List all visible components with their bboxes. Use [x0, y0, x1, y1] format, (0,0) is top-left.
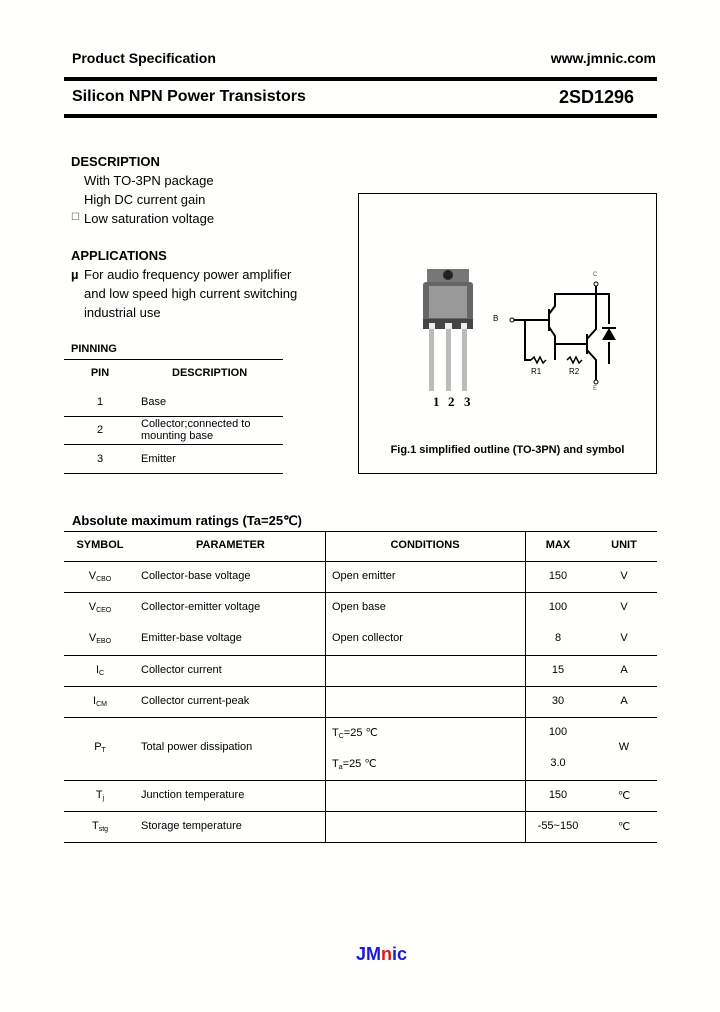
header-left: Product Specification: [72, 50, 216, 66]
symbol-subscript: EBO: [96, 638, 112, 645]
package-image: [423, 269, 473, 391]
applications-heading: APPLICATIONS: [71, 248, 167, 263]
figure-box: [358, 193, 657, 474]
symbol-cell: [64, 695, 136, 708]
circuit-symbol: [514, 286, 609, 380]
collector-label: C: [593, 272, 598, 278]
symbol-cell: [64, 741, 136, 754]
unit-cell: V: [620, 632, 628, 644]
transistor-outline-and-symbol: [359, 194, 656, 473]
r2-label: R2: [569, 367, 580, 376]
max-cell: -55~150: [537, 820, 579, 832]
cond: T: [332, 758, 339, 770]
pinning-heading: PINNING: [71, 343, 117, 355]
unit-cell: ℃: [617, 790, 631, 802]
symbol: T: [91, 820, 99, 832]
divider: [64, 359, 283, 360]
cond: T: [332, 727, 339, 739]
unit-cell: ℃: [617, 821, 631, 833]
logo-part: JM: [356, 944, 382, 964]
description-column-header: DESCRIPTION: [172, 367, 248, 379]
symbol-subscript: CM: [96, 701, 107, 708]
unit-header: UNIT: [611, 539, 637, 551]
description-item: With TO-3PN package: [84, 173, 214, 188]
parameter-cell: Collector current: [141, 664, 222, 676]
application-line: and low speed high current switching: [84, 286, 298, 301]
symbol: T: [95, 789, 103, 801]
logo-part: ic: [392, 944, 408, 964]
max-cell: 30: [551, 695, 565, 707]
parameter-cell: Junction temperature: [141, 789, 245, 801]
condition-cell: Open emitter: [332, 570, 396, 582]
resistor-r2-icon: [567, 357, 582, 363]
parameter-cell: Collector current-peak: [141, 695, 250, 707]
symbol-subscript: CEO: [96, 607, 112, 614]
jmnic-logo: [356, 944, 407, 965]
symbol-cell: [64, 632, 136, 645]
symbol-subscript: T: [101, 747, 106, 754]
base-label: B: [493, 314, 499, 323]
divider: [64, 842, 657, 843]
max-cell: 100: [548, 601, 568, 613]
condition-cell: [332, 726, 378, 740]
symbol: I: [93, 695, 97, 707]
unit-cell: V: [620, 601, 628, 613]
pin-label: 1: [433, 394, 440, 409]
symbol: V: [88, 632, 97, 644]
pin-description-line: Collector;connected to: [141, 418, 251, 430]
divider: [64, 780, 657, 781]
pin-description: Base: [141, 396, 167, 408]
divider: [64, 444, 283, 445]
pin-label: 2: [448, 394, 455, 409]
unit-cell: V: [620, 570, 628, 582]
description-item: High DC current gain: [84, 192, 206, 207]
application-line: industrial use: [84, 305, 161, 320]
symbol-cell: [64, 789, 136, 802]
condition-cell: Open collector: [332, 632, 403, 644]
max-cell: 15: [551, 664, 565, 676]
symbol-subscript: j: [102, 795, 105, 802]
pin-description: [141, 418, 250, 442]
condition-cell: Open base: [332, 601, 386, 613]
cond-sub: a: [338, 764, 343, 771]
symbol: V: [88, 570, 97, 582]
divider: [64, 561, 657, 562]
unit-cell: A: [620, 695, 628, 707]
symbol-header: SYMBOL: [76, 539, 124, 551]
max-header: MAX: [545, 539, 571, 551]
resistor-r1-icon: [531, 357, 546, 363]
ratings-heading: Absolute maximum ratings (Ta=25℃): [72, 513, 302, 528]
application-line: For audio frequency power amplifier: [84, 267, 292, 282]
header-url: www.jmnic.com: [550, 50, 656, 66]
conditions-header: CONDITIONS: [390, 539, 460, 551]
divider: [64, 717, 657, 718]
bullet-icon: ☐: [71, 212, 80, 223]
page-title: Silicon NPN Power Transistors: [72, 88, 306, 105]
pin-label: 3: [464, 394, 471, 409]
pin-number: 3: [96, 453, 104, 465]
symbol-cell: [64, 820, 136, 833]
description-item: Low saturation voltage: [84, 211, 215, 226]
max-cell: 150: [548, 570, 568, 582]
divider: [64, 531, 657, 532]
bullet-icon: µ: [71, 267, 79, 282]
divider: [64, 592, 657, 593]
max-cell: 100: [548, 726, 568, 738]
pin-column-header: PIN: [90, 367, 110, 379]
logo-part: n: [381, 944, 393, 964]
emitter-label: E: [593, 386, 598, 392]
unit-cell: W: [618, 741, 630, 753]
divider: [64, 416, 283, 417]
figure-caption: Fig.1 simplified outline (TO-3PN) and symbol: [390, 444, 625, 456]
symbol-subscript: stg: [98, 826, 109, 833]
divider: [64, 114, 657, 118]
symbol-cell: [64, 570, 136, 583]
cond-rest: =25 ℃: [343, 727, 378, 739]
parameter-cell: Total power dissipation: [141, 741, 253, 753]
pin-description: Emitter: [141, 453, 176, 465]
divider: [64, 655, 657, 656]
symbol-cell: [64, 601, 136, 614]
symbol-cell: [64, 664, 136, 677]
diode-icon: [602, 328, 616, 340]
divider: [64, 686, 657, 687]
part-number: 2SD1296: [558, 87, 634, 107]
symbol-subscript: C: [99, 670, 105, 677]
condition-cell: [332, 757, 377, 771]
pin-number: 2: [96, 424, 104, 436]
max-cell: 3.0: [550, 757, 566, 769]
symbol: V: [88, 601, 97, 613]
symbol-subscript: CBO: [96, 576, 112, 583]
symbol: P: [94, 741, 102, 753]
max-cell: 150: [548, 789, 568, 801]
pin-number: 1: [96, 396, 104, 408]
parameter-header: PARAMETER: [196, 539, 265, 551]
symbol: I: [95, 664, 99, 676]
divider: [64, 811, 657, 812]
parameter-cell: Emitter-base voltage: [141, 632, 242, 644]
r1-label: R1: [531, 367, 542, 376]
pin-description-line: mounting base: [141, 430, 214, 442]
cond-rest: =25 ℃: [342, 758, 377, 770]
unit-cell: A: [620, 664, 628, 676]
parameter-cell: Collector-emitter voltage: [141, 601, 261, 613]
max-cell: 8: [554, 632, 562, 644]
description-heading: DESCRIPTION: [71, 154, 160, 169]
column-divider: [325, 531, 326, 842]
divider: [64, 77, 657, 81]
parameter-cell: Collector-base voltage: [141, 570, 251, 582]
divider: [64, 473, 283, 474]
parameter-cell: Storage temperature: [141, 820, 242, 832]
cond-sub: C: [338, 733, 344, 740]
